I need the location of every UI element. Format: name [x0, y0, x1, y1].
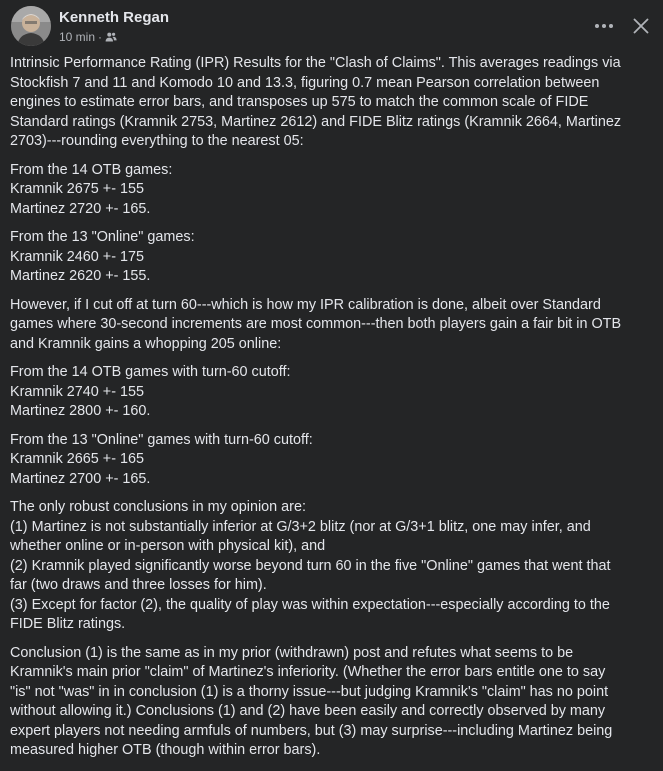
- close-icon: [633, 18, 649, 34]
- post-paragraph: [10, 498, 655, 635]
- post-text-line: Conclusion (1) is the same as in my prior (withdrawn) post and refutes what seems to be: [10, 644, 574, 661]
- post-text-line: However, if I cut off at turn 60---which is how my IPR calibration is done, albeit over Standard: [10, 296, 601, 313]
- close-button[interactable]: [626, 11, 656, 41]
- post-body: [10, 54, 655, 770]
- post-paragraph: [10, 161, 655, 220]
- post-text-line: The only robust conclusions in my opinion are:: [10, 499, 306, 515]
- meta-separator: ·: [98, 30, 103, 44]
- post-paragraph: [10, 644, 655, 761]
- post-text-line: Martinez 2720 +- 165.: [10, 200, 151, 217]
- post-text-line: expert players not needing armfuls of numbers, but (3) may surprise---including Martinez being: [10, 722, 613, 739]
- post-text-line: without allowing it.) Conclusions (1) and (2) have been easily and correctly observed by many: [10, 703, 606, 719]
- post-text-line: Kramnik 2460 +- 175: [10, 248, 144, 265]
- post-text-line: games where 30-second increments are most common---then both players gain a fair bit in OTB: [10, 316, 622, 332]
- post-text-line: (1) Martinez is not substantially inferior at G/3+2 blitz (nor at G/3+1 blitz, one may infer, and: [10, 518, 591, 535]
- post-text-line: (2) Kramnik played significantly worse beyond turn 60 in the five "Online" games that went that: [10, 557, 611, 574]
- post-text-line: Martinez 2700 +- 165.: [10, 470, 151, 487]
- post-text-line: From the 13 "Online" games:: [10, 229, 195, 245]
- post-meta: [59, 30, 117, 44]
- post-text-line: Kramnik's main prior "claim" of Martinez's inferiority. (Whether the error bars entitle one to say: [10, 664, 606, 680]
- post-paragraph: [10, 363, 655, 422]
- post-text-line: Martinez 2620 +- 155.: [10, 268, 151, 284]
- author-name[interactable]: Kenneth Regan: [59, 9, 170, 26]
- post-paragraph: [10, 431, 655, 490]
- people-icon[interactable]: [105, 31, 117, 43]
- post-text-line: whether online or in-person with physical kit), and: [10, 538, 326, 554]
- post-text-line: and Kramnik gains a whopping 205 online:: [10, 335, 282, 352]
- post-text-line: 2703)---rounding everything to the nearest 05:: [10, 133, 304, 149]
- post-text-line: Kramnik 2675 +- 155: [10, 181, 144, 197]
- post-text-line: From the 14 OTB games:: [10, 161, 173, 178]
- post-text-line: FIDE Blitz ratings.: [10, 616, 126, 632]
- post-text-line: From the 13 "Online" games with turn-60 cutoff:: [10, 431, 313, 448]
- post-text-line: (3) Except for factor (2), the quality of play was within expectation---especially according to the: [10, 596, 610, 613]
- post-time[interactable]: 10 min: [59, 30, 96, 44]
- avatar[interactable]: [11, 6, 51, 46]
- post-text-line: Stockfish 7 and 11 and Komodo 10 and 13.3, figuring 0.7 mean Pearson correlation between: [10, 74, 600, 91]
- post-text-line: Intrinsic Performance Rating (IPR) Results for the "Clash of Claims". This averages readings via: [10, 55, 621, 71]
- post-text-line: Martinez 2800 +- 160.: [10, 403, 151, 419]
- post-paragraph: [10, 296, 655, 355]
- post-text-line: measured higher OTB (though within error bars).: [10, 742, 321, 758]
- post-text-line: Standard ratings (Kramnik 2753, Martinez 2612) and FIDE Blitz ratings (Kramnik 2664, Martinez: [10, 113, 622, 130]
- more-options-button[interactable]: [588, 12, 620, 40]
- post-text-line: Kramnik 2665 +- 165: [10, 451, 144, 467]
- post-text-line: far (two draws and three losses for him).: [10, 577, 267, 593]
- post-header: [0, 0, 663, 52]
- avatar-image: [11, 6, 51, 46]
- post-text-line: engines to estimate error bars, and transposes up 575 to match the common scale of FIDE: [10, 94, 589, 110]
- post-text-line: From the 14 OTB games with turn-60 cutoff:: [10, 364, 291, 380]
- ellipsis-icon: [594, 23, 614, 29]
- post-paragraph: [10, 228, 655, 287]
- post-text-line: Kramnik 2740 +- 155: [10, 383, 144, 400]
- post-paragraph: [10, 54, 655, 152]
- post-text-line: "is" not "was" in in conclusion (1) is a thorny issue---but judging Kramnik's "claim" has no point: [10, 683, 609, 700]
